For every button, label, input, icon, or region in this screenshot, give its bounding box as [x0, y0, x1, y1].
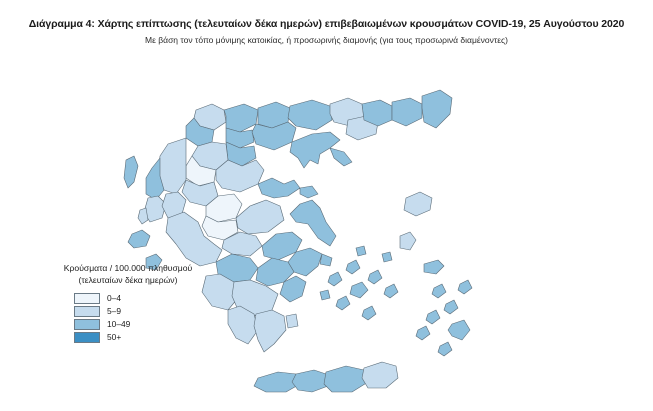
region-lefkada: [138, 208, 148, 224]
region-rethymno: [292, 370, 328, 392]
legend-item: [74, 331, 218, 343]
region-lesvos: [404, 192, 432, 216]
legend-label-5-9: 5–9: [107, 306, 121, 316]
region-serres: [288, 100, 332, 130]
legend-label-50-plus: 50+: [107, 332, 122, 342]
region-irakleio: [324, 366, 368, 392]
region-lakonia: [254, 310, 298, 352]
legend-swatch-50-plus: [74, 332, 100, 343]
legend-label-10-49: 10–49: [107, 319, 131, 329]
legend-label-0-4: 0–4: [107, 293, 121, 303]
region-lasithi: [362, 362, 398, 388]
legend-items: [74, 292, 218, 343]
region-chios: [400, 232, 416, 250]
region-kyklades: [320, 246, 398, 320]
map-legend: [38, 262, 218, 344]
region-kefallinia: [128, 230, 150, 248]
legend-title-line2: (τελευταίων δέκα ημερών): [78, 275, 178, 285]
region-fthiotida: [236, 200, 284, 234]
region-chalkidiki: [290, 132, 352, 168]
legend-swatch-0-4: [74, 293, 100, 304]
region-kerkyra: [124, 156, 138, 188]
map-svg: [0, 48, 653, 403]
legend-item: [74, 292, 218, 304]
region-pella: [224, 104, 258, 132]
legend-item: [74, 305, 218, 317]
region-magnisia: [258, 178, 318, 198]
region-dodekanisa: [416, 280, 472, 356]
legend-swatch-5-9: [74, 306, 100, 317]
region-samos: [424, 260, 444, 274]
page-subtitle: Με βάση τον τόπο μόνιμης κατοικίας, ή προσωρινής διαμονής (για τους προσωρινά διαμένοντες): [145, 35, 508, 45]
legend-swatch-10-49: [74, 319, 100, 330]
choropleth-map: [0, 48, 653, 403]
page-title: Διάγραμμα 4: Χάρτης επίπτωσης (τελευταίων δέκα ημερών) επιβεβαιωμένων κρουσμάτων COVID-19, 25 Αυγούστου 2020: [28, 18, 625, 30]
region-rodopi: [392, 98, 422, 126]
region-evros: [422, 90, 452, 128]
legend-title-line1: Κρούσματα / 100.000 πληθυσμού: [63, 263, 193, 273]
legend-item: [74, 318, 218, 330]
